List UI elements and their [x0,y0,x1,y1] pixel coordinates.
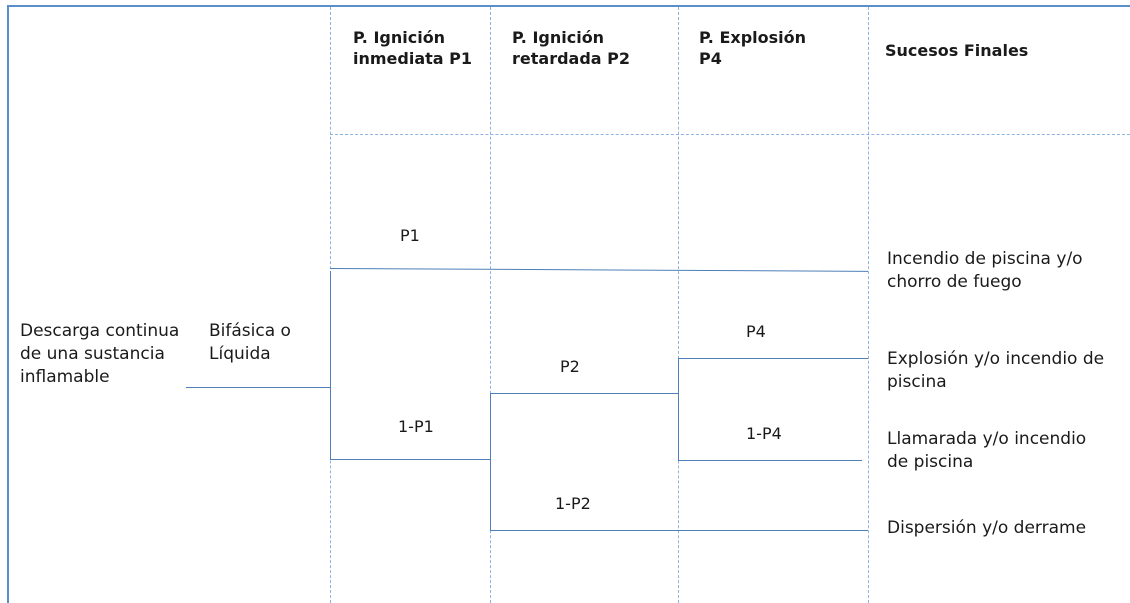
branch-label-not-p1: 1-P1 [398,417,434,436]
tree-branch-p1 [330,268,868,272]
tree-split-p2 [490,393,491,531]
release-type: Bifásica o Líquida [209,321,291,364]
outcome-pool-fire-jet-fire: Incendio de piscina y/o chorro de fuego [887,249,1083,292]
header-explosion: P. Explosión P4 [699,28,807,68]
header-final-events: Sucesos Finales [885,41,1029,60]
branch-label-p2: P2 [560,357,580,376]
outcome-dispersion: Dispersión y/o derrame [887,518,1087,538]
tree-branch-p4 [678,358,868,359]
header-immediate-ignition: P. Ignición inmediata P1 [353,28,473,68]
branch-label-p1: P1 [400,226,420,245]
frame-left-border [7,5,9,603]
tree-branch-not-p2 [490,530,868,531]
tree-branch-p2 [490,393,678,394]
outcome-flash-fire: Llamarada y/o incendio de piscina [887,429,1087,472]
tree-split-p4 [678,358,679,460]
tree-branch-not-p4 [678,460,862,461]
header-divider [330,134,1130,135]
column-divider-p4 [678,7,679,603]
branch-label-not-p2: 1-P2 [555,494,591,513]
tree-split-p1 [330,271,331,459]
branch-label-p4: P4 [746,322,766,341]
branch-label-not-p4: 1-P4 [746,424,782,443]
tree-line-initial [186,387,330,388]
column-divider-final [868,7,869,603]
initiating-event: Descarga continua de una sustancia inflamable [20,321,180,387]
header-delayed-ignition: P. Ignición retardada P2 [512,28,631,68]
frame-top-border [7,5,1130,7]
outcome-explosion: Explosión y/o incendio de piscina [887,349,1105,392]
tree-branch-not-p1 [330,459,490,460]
